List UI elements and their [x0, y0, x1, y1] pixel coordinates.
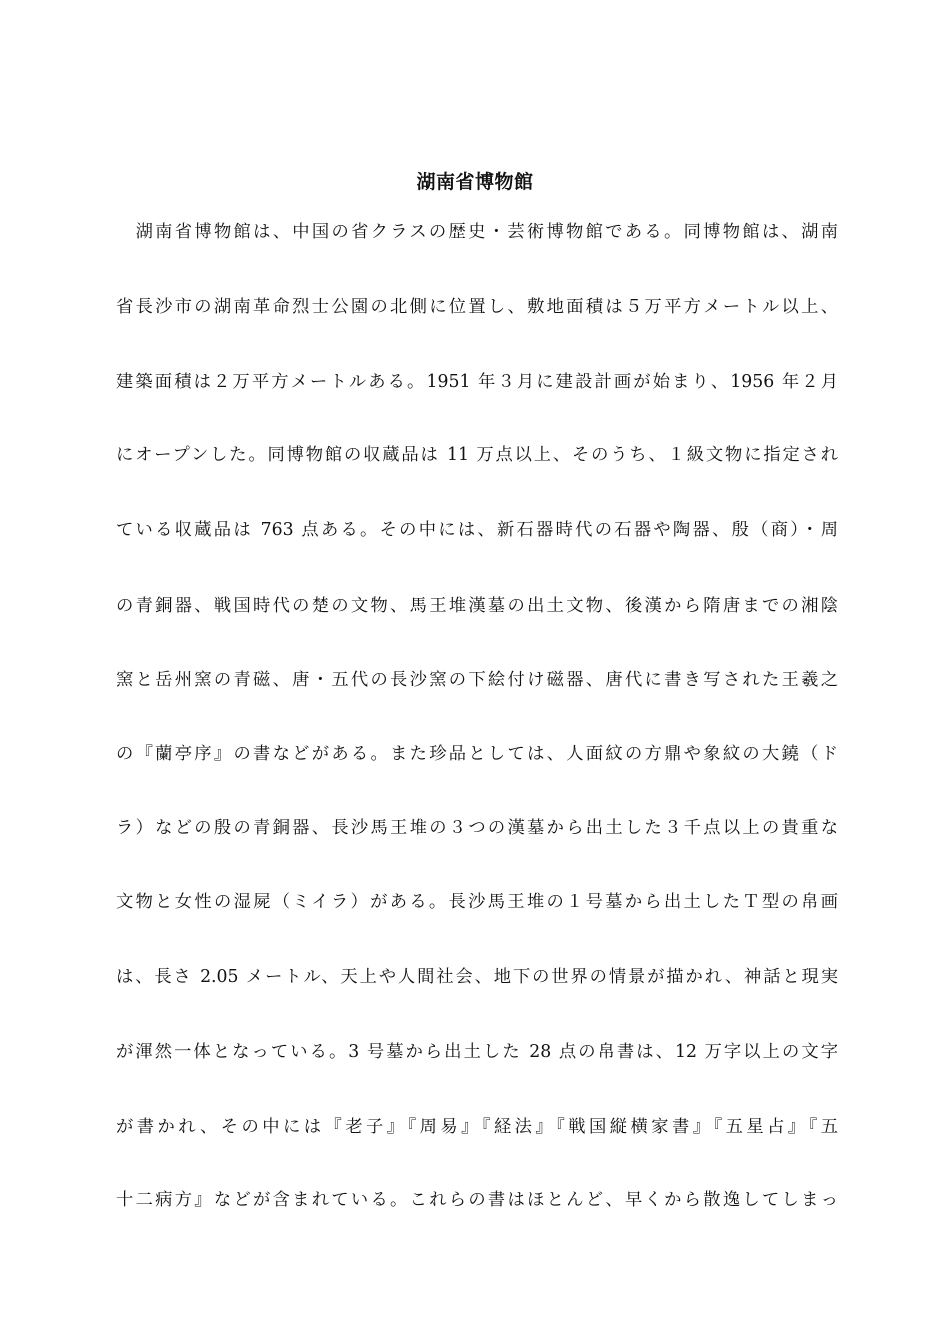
paragraph-line: にオープンした。同博物館の収蔵品は 11 万点以上、そのうち、１級文物に指定され: [116, 445, 838, 465]
document-title: 湖南省博物館: [416, 171, 534, 193]
paragraph-line: の『蘭亭序』の書などがある。また珍品としては、人面紋の方鼎や象紋の大鐃（ド: [116, 744, 838, 764]
paragraph-line: 湖南省博物館は、中国の省クラスの歴史・芸術博物館である。同博物館は、湖南: [116, 222, 838, 242]
paragraph-line: は、長さ 2.05 メートル、天上や人間社会、地下の世界の情景が描かれ、神話と現実: [116, 967, 838, 987]
paragraph-line: 窯と岳州窯の青磁、唐・五代の長沙窯の下絵付け磁器、唐代に書き写された王羲之: [116, 670, 838, 690]
paragraph-line: の青銅器、戦国時代の楚の文物、馬王堆漢墓の出土文物、後漢から隋唐までの湘陰: [116, 596, 838, 616]
paragraph-line: ている収蔵品は 763 点ある。その中には、新石器時代の石器や陶器、殷（商）・周: [116, 520, 838, 540]
paragraph-line: ラ）などの殷の青銅器、長沙馬王堆の３つの漢墓から出土した３千点以上の貴重な: [116, 818, 838, 838]
paragraph-line: 十二病方』などが含まれている。これらの書はほとんど、早くから散逸してしまっ: [116, 1190, 838, 1210]
paragraph-line: 建築面積は２万平方メートルある。1951 年３月に建設計画が始まり、1956 年２月: [116, 372, 838, 392]
paragraph-line: が渾然一体となっている。3 号墓から出土した 28 点の帛書は、12 万字以上の文字: [116, 1042, 838, 1062]
paragraph-line: 省長沙市の湖南革命烈士公園の北側に位置し、敷地面積は５万平方メートル以上、: [116, 297, 838, 317]
paragraph-line: 文物と女性の湿屍（ミイラ）がある。長沙馬王堆の１号墓から出土したＴ型の帛画: [116, 892, 838, 912]
paragraph-line: が書かれ、その中には『老子』『周易』『経法』『戦国縦横家書』『五星占』『五: [116, 1117, 838, 1137]
